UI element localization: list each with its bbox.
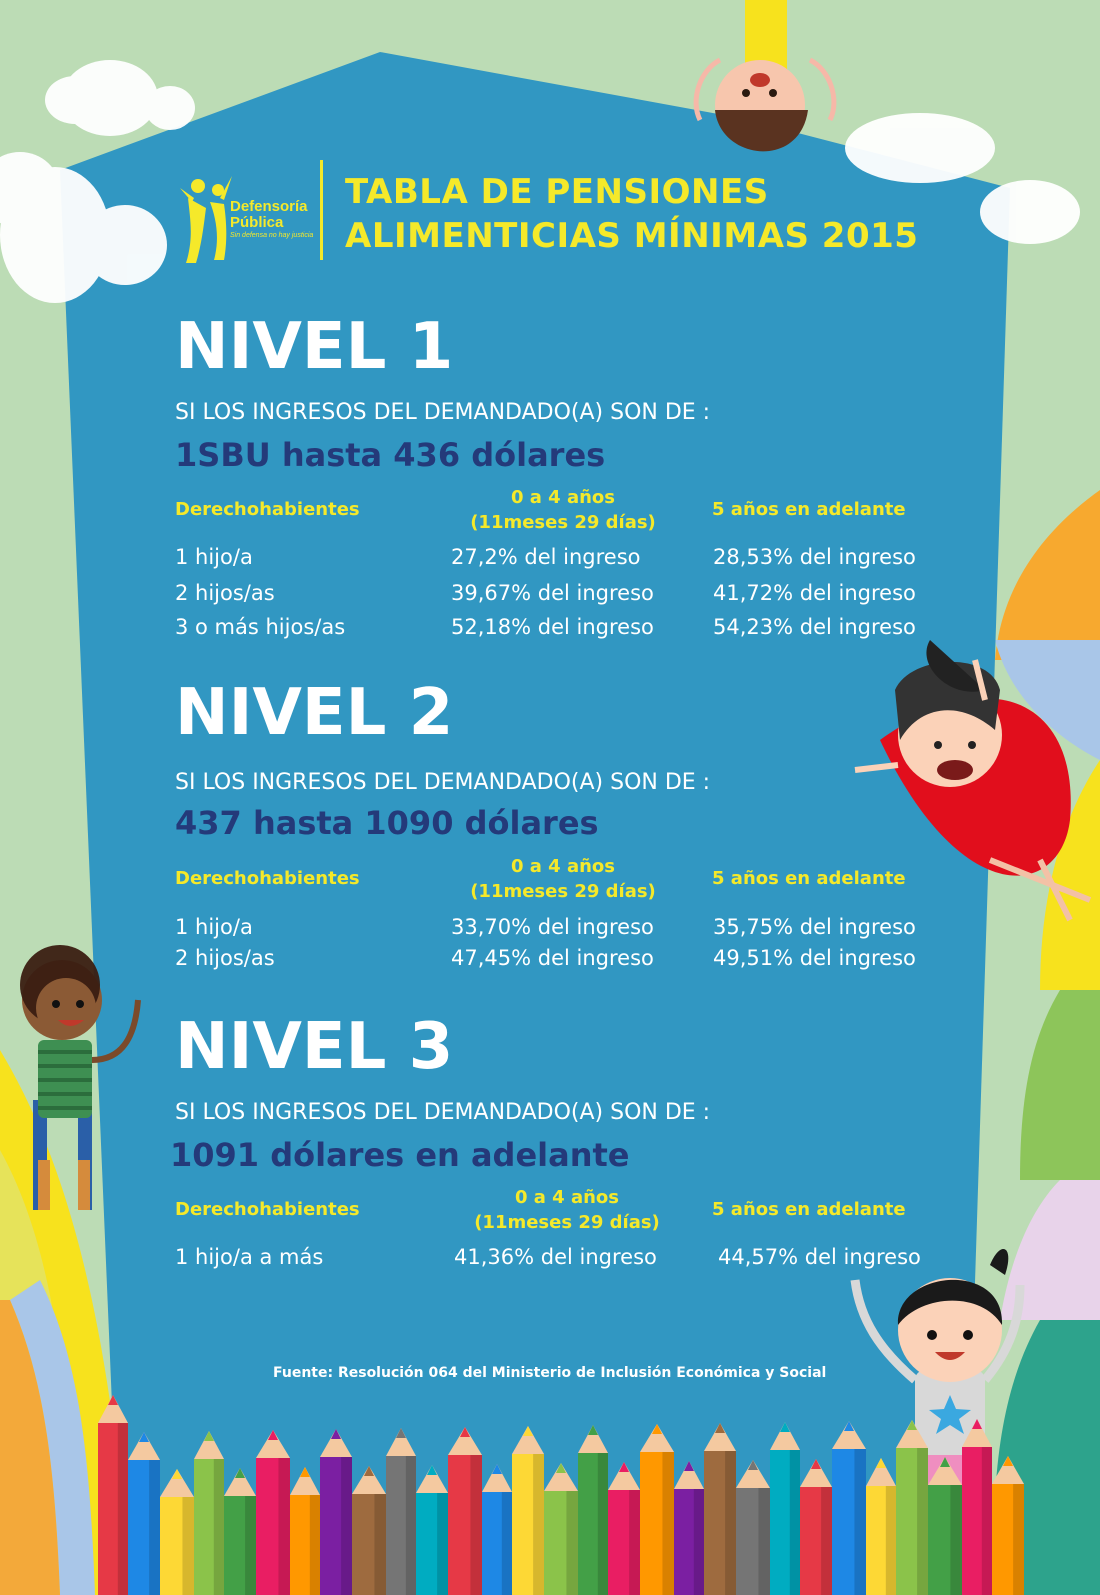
pencil-icon (992, 1456, 1024, 1595)
level-2-header-age-5-plus: 5 años en adelante (712, 868, 906, 889)
level-2-row2-age-0-4: 47,45% del ingreso (451, 946, 654, 970)
pencil-icon (608, 1462, 640, 1595)
level-2-header-derechohabientes: Derechohabientes (175, 868, 360, 889)
logo-figures-icon (180, 168, 235, 268)
level-1-header-age-5-plus: 5 años en adelante (712, 499, 906, 520)
level-3-header-age-5-plus: 5 años en adelante (712, 1199, 906, 1220)
pencil-icon (800, 1459, 832, 1595)
logo (180, 168, 315, 268)
level-3-header-age-0-4-line2: (11meses 29 días) (474, 1212, 660, 1233)
pencil-icon (128, 1432, 160, 1595)
level-1-title: NIVEL 1 (175, 310, 454, 384)
level-1-row1-children: 1 hijo/a (175, 545, 253, 569)
level-3-header-age-0-4 (452, 1185, 682, 1235)
level-1-row1-age-5-plus: 28,53% del ingreso (713, 545, 916, 569)
level-2-header-age-0-4-line1: 0 a 4 años (510, 856, 616, 877)
pencil-icon (674, 1461, 704, 1595)
pencil-icon (962, 1419, 992, 1595)
level-2-range: 437 hasta 1090 dólares (175, 804, 599, 842)
pencil-icon (194, 1431, 224, 1595)
pencil-icon (256, 1430, 290, 1595)
pencil-icon (386, 1428, 416, 1595)
level-2-condition: SI LOS INGRESOS DEL DEMANDADO(A) SON DE : (175, 770, 711, 795)
pencil-icon (896, 1420, 928, 1595)
pencil-icon (578, 1425, 608, 1595)
pencil-icon (320, 1429, 352, 1595)
header-divider (320, 160, 323, 260)
level-3-range: 1091 dólares en adelante (170, 1136, 630, 1174)
level-1-row2-age-5-plus: 41,72% del ingreso (713, 581, 916, 605)
level-1-range: 1SBU hasta 436 dólares (175, 436, 606, 474)
pencil-icon (640, 1424, 674, 1595)
pencil-icon (482, 1464, 512, 1595)
pencil-icon (832, 1421, 866, 1595)
level-1-row3-age-0-4: 52,18% del ingreso (451, 615, 654, 639)
pencil-icon (512, 1426, 544, 1595)
level-1-header-age-0-4-line2: (11meses 29 días) (470, 512, 656, 533)
level-3-condition: SI LOS INGRESOS DEL DEMANDADO(A) SON DE : (175, 1100, 711, 1125)
level-2-header-age-0-4 (448, 854, 678, 904)
level-2-row2-age-5-plus: 49,51% del ingreso (713, 946, 916, 970)
pencil-icon (736, 1460, 770, 1595)
level-1-condition: SI LOS INGRESOS DEL DEMANDADO(A) SON DE : (175, 400, 711, 425)
level-3-header-derechohabientes: Derechohabientes (175, 1199, 360, 1220)
level-1-header-age-0-4-line1: 0 a 4 años (510, 487, 616, 508)
pencil-icon (866, 1458, 896, 1595)
pencil-icon (98, 1395, 128, 1595)
logo-tagline: Sin defensa no hay justicia (230, 232, 314, 239)
logo-name-line2: Pública (230, 214, 284, 231)
level-1-header-derechohabientes: Derechohabientes (175, 499, 360, 520)
level-1-row1-age-0-4: 27,2% del ingreso (451, 545, 641, 569)
pencil-icon (928, 1457, 962, 1595)
level-1-header-age-0-4 (448, 485, 678, 535)
level-3-row1-children: 1 hijo/a a más (175, 1245, 324, 1269)
level-2-title: NIVEL 2 (175, 676, 454, 750)
level-2-row2-children: 2 hijos/as (175, 946, 275, 970)
level-2-header-age-0-4-line2: (11meses 29 días) (470, 881, 656, 902)
pencil-icon (544, 1463, 578, 1595)
level-3-row1-age-5-plus: 44,57% del ingreso (718, 1245, 921, 1269)
level-2-row1-children: 1 hijo/a (175, 915, 253, 939)
source-note: Fuente: Resolución 064 del Ministerio de Inclusión Económica y Social (273, 1365, 827, 1381)
level-2-row1-age-5-plus: 35,75% del ingreso (713, 915, 916, 939)
level-3-row1-age-0-4: 41,36% del ingreso (454, 1245, 657, 1269)
level-1-row3-age-5-plus: 54,23% del ingreso (713, 615, 916, 639)
pencil-icon (448, 1427, 482, 1595)
page-title-line1: TABLA DE PENSIONES (345, 172, 769, 212)
level-3-header-age-0-4-line1: 0 a 4 años (514, 1187, 620, 1208)
level-3-title: NIVEL 3 (175, 1010, 454, 1084)
level-2-row1-age-0-4: 33,70% del ingreso (451, 915, 654, 939)
level-1-row3-children: 3 o más hijos/as (175, 615, 346, 639)
level-1-row2-children: 2 hijos/as (175, 581, 275, 605)
level-1-row2-age-0-4: 39,67% del ingreso (451, 581, 654, 605)
page-title-line2: ALIMENTICIAS MÍNIMAS 2015 (345, 216, 919, 256)
logo-name-line1: Defensoría (230, 198, 308, 215)
pencil-icon (770, 1422, 800, 1595)
pencil-icon (704, 1423, 736, 1595)
